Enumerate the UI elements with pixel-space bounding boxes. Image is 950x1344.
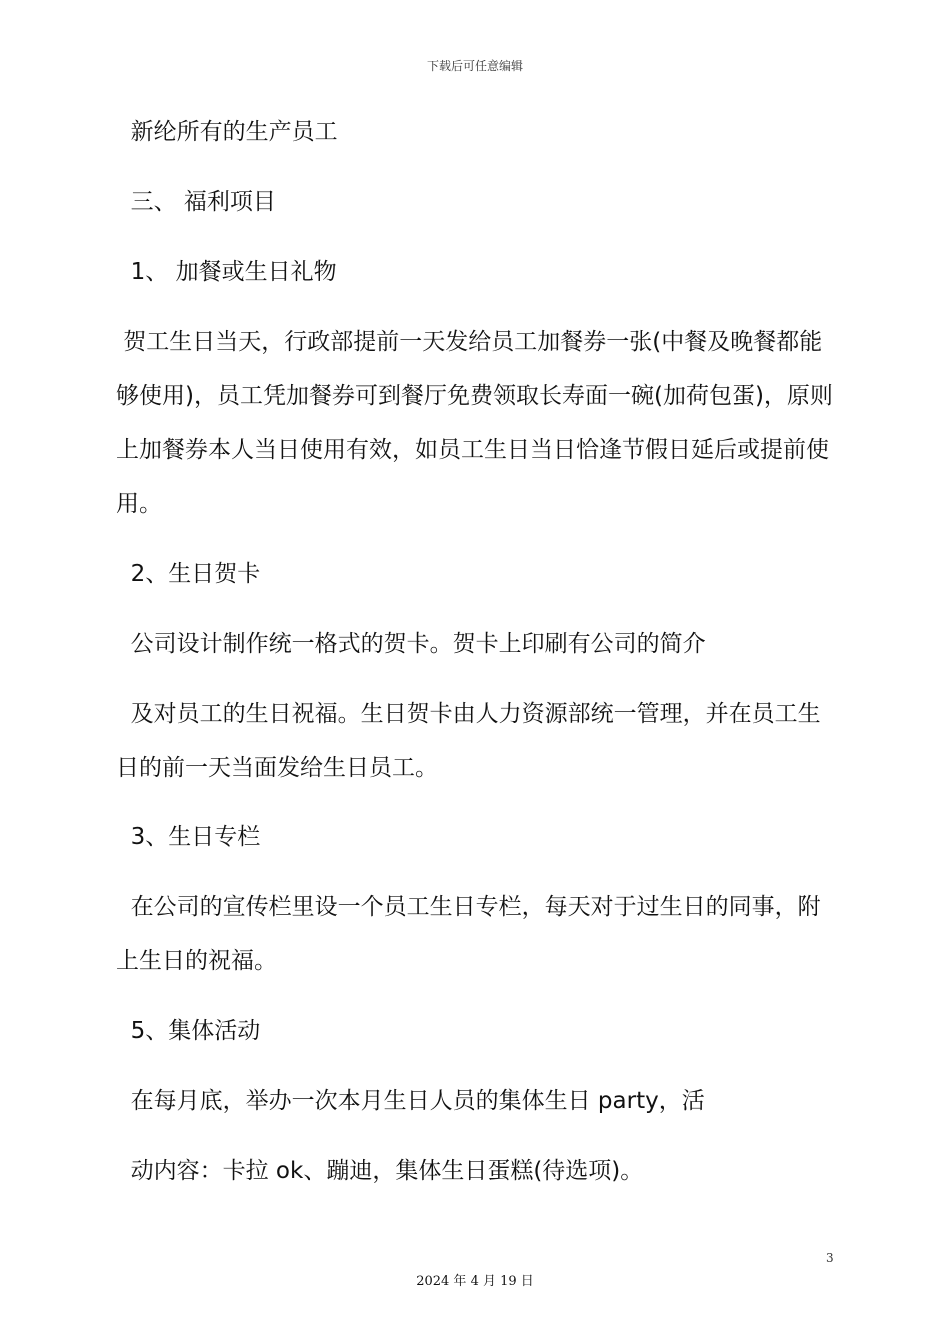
footer-date: 2024 年 4 月 19 日 xyxy=(416,1274,534,1289)
page-number: 3 xyxy=(826,1251,834,1265)
text-line: 在公司的宣传栏里设一个员工生日专栏，每天对于过生日的同事，附 xyxy=(116,894,821,920)
text-line: 上生日的祝福。 xyxy=(116,948,277,974)
subsection-heading: 5、集体活动 xyxy=(116,1018,261,1044)
text-line: 上加餐券本人当日使用有效，如员工生日当日恰逢节假日延后或提前使 xyxy=(116,437,829,463)
text-line: 够使用)，员工凭加餐券可到餐厅免费领取长寿面一碗(加荷包蛋)，原则 xyxy=(116,383,833,409)
text-line: 动内容：卡拉 ok、蹦迪，集体生日蛋糕(待选项)。 xyxy=(116,1158,644,1184)
subsection-heading: 3、生日专栏 xyxy=(116,824,261,850)
text-line: 公司设计制作统一格式的贺卡。贺卡上印刷有公司的简介 xyxy=(116,631,706,657)
page-header-note: 下载后可任意编辑 xyxy=(426,59,523,73)
subsection-heading: 2、生日贺卡 xyxy=(116,561,261,587)
text-line: 用。 xyxy=(116,491,162,517)
text-line: 新纶所有的生产员工 xyxy=(116,119,338,145)
text-line: 贺工生日当天，行政部提前一天发给员工加餐券一张(中餐及晚餐都能 xyxy=(116,329,823,355)
text-line: 及对员工的生日祝福。生日贺卡由人力资源部统一管理，并在员工生 xyxy=(116,701,821,727)
section-heading: 三、 福利项目 xyxy=(116,189,276,215)
subsection-heading: 1、 加餐或生日礼物 xyxy=(116,259,337,285)
text-line: 在每月底，举办一次本月生日人员的集体生日 party，活 xyxy=(116,1088,705,1114)
text-line: 日的前一天当面发给生日员工。 xyxy=(116,755,438,781)
